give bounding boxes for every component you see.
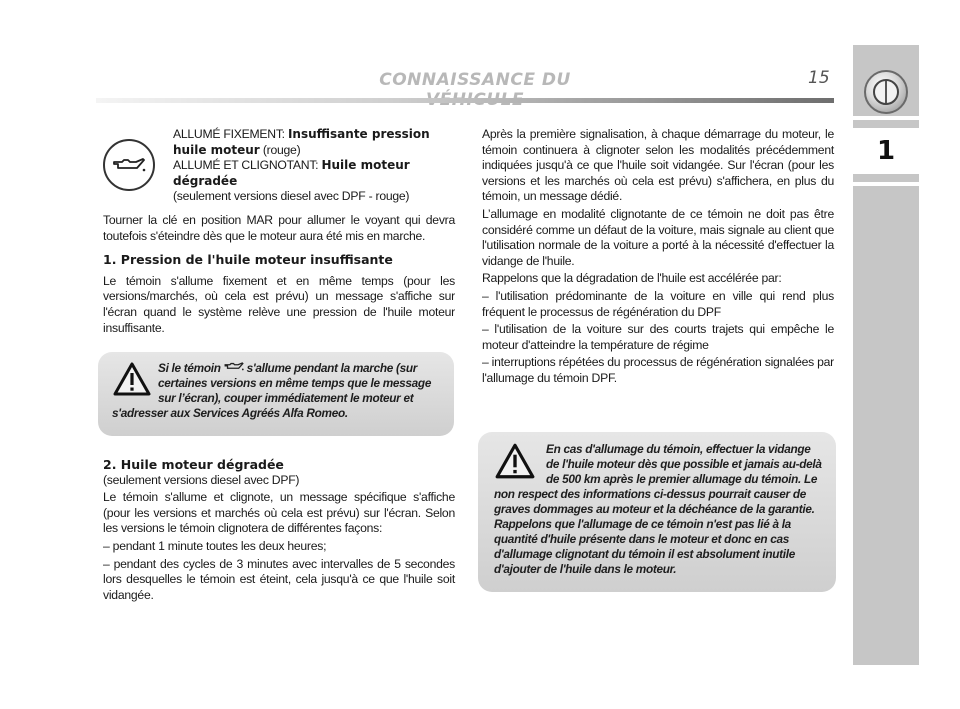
state-meaning: Huile moteur dégradée [173, 158, 410, 188]
warning-content [494, 442, 824, 577]
paragraph: L’allumage en modalité clignotante de ce témoin ne doit pas être considéré comme un défaut de la voiture, mais signale au client que l'utilisation normale de la voiture a porté à la nécessité d'effectuer la vidange de l'huile. [482, 206, 834, 268]
list-item: – interruptions répétées du processus de régénération signalées par l'allumage du témoin DPF. [482, 355, 834, 385]
left-column [103, 127, 455, 338]
side-tab-separator [853, 182, 919, 186]
oil-can-icon [224, 361, 244, 376]
warning-triangle-icon [112, 361, 158, 405]
section-2-item: – pendant des cycles de 3 minutes avec intervalles de 5 secondes lors desquelles le témoin est éteint, cela jusqu'à ce que l'huile soit vidangée. [103, 556, 455, 602]
warning-triangle-icon [494, 442, 546, 486]
left-column-lower [103, 457, 455, 605]
oil-can-icon [103, 139, 155, 191]
list-item: – l'utilisation de la voiture sur des courts trajets qui empêche le moteur d'atteindre la température de régime [482, 322, 834, 352]
section-2-text: Le témoin s'allume et clignote, un message spécifique s'affiche (pour les versions et marchés où cela est prévu) sur l'écran. Selon les versions le témoin clignotera de différentes façons: [103, 490, 455, 536]
right-column [482, 127, 834, 389]
warning-content [112, 361, 442, 421]
alfa-romeo-logo-icon [864, 70, 908, 114]
page-header-title: CONNAISSANCE DU [379, 70, 571, 90]
warning-box-oil-pressure [98, 352, 454, 436]
section-1-title: 1. Pression de l'huile moteur insuffisante [103, 252, 393, 268]
page-number: 15 [808, 68, 830, 88]
state-label: ALLUMÉ FIXEMENT: [173, 127, 288, 141]
list-item: – l'utilisation prédominante de la voiture en ville qui rend plus fréquent le processus de régénération du DPF [482, 288, 834, 319]
state-note: (seulement versions diesel avec DPF - rouge) [173, 189, 410, 204]
state-label: ALLUMÉ ET CLIGNOTANT: [173, 158, 322, 173]
warning-prefix: Si le témoin [158, 361, 221, 375]
intro-paragraph: Tourner la clé en position MAR pour allumer le voyant qui devra toutefois s'éteindre dès que le moteur aura été mis en marche. [103, 213, 455, 243]
header-divider [96, 98, 834, 103]
warning-body: s'allume pendant la marche (sur certaines versions en même temps que le message sur l’écran), couper immédiatement le moteur et s'adresser aux Services Agréés Alfa Romeo. [112, 361, 432, 421]
state-color: (rouge) [259, 142, 301, 157]
section-2-subtitle: (seulement versions diesel avec DPF) [103, 472, 300, 487]
section-2-title: 2. Huile moteur dégradée [103, 457, 284, 472]
side-tab-separator [853, 116, 919, 120]
warning-body: En cas d'allumage du témoin, effectuer la vidange de l'huile moteur dès que possible et jamais au-delà de 500 km après le premier allumage du témoin. Le non respect des informations ci-dessus pourrait causer de graves dommages au moteur et la déchéance de la garantie. Rappelons que l'allumage de ce témoin n'est pas lié à la quantité d'huile présente dans le moteur et donc en cas d'allumage clignotant du témoin il est absolument inutile d'ajouter de l'huile dans le moteur. [494, 442, 822, 576]
indicator-description [173, 127, 453, 205]
paragraph: Rappelons que la dégradation de l'huile est accélérée par: [482, 271, 782, 286]
paragraph: Après la première signalisation, à chaque démarrage du moteur, le témoin continuera à clignoter selon les modalités précédemment indiquées jusqu'à ce que l'huile soit vidangée. Sur l'écran (pour les versions et les marchés où cela est prévu) s'affichera, en plus du témoin, un message dédié. [482, 127, 834, 204]
warning-box-oil-change [478, 432, 836, 592]
section-2-item: – pendant 1 minute toutes les deux heures; [103, 538, 327, 553]
state-meaning: Insuffisante pression huile moteur [173, 127, 430, 157]
oil-pressure-indicator-block [103, 127, 455, 213]
chapter-number: 1 [853, 128, 919, 174]
section-1-text: Le témoin s'allume fixement et en même temps (pour les versions/marchés, où cela est prévu) un message s'affiche sur l'écran quand le système relève une pression de l'huile moteur insuffisante. [103, 273, 455, 335]
